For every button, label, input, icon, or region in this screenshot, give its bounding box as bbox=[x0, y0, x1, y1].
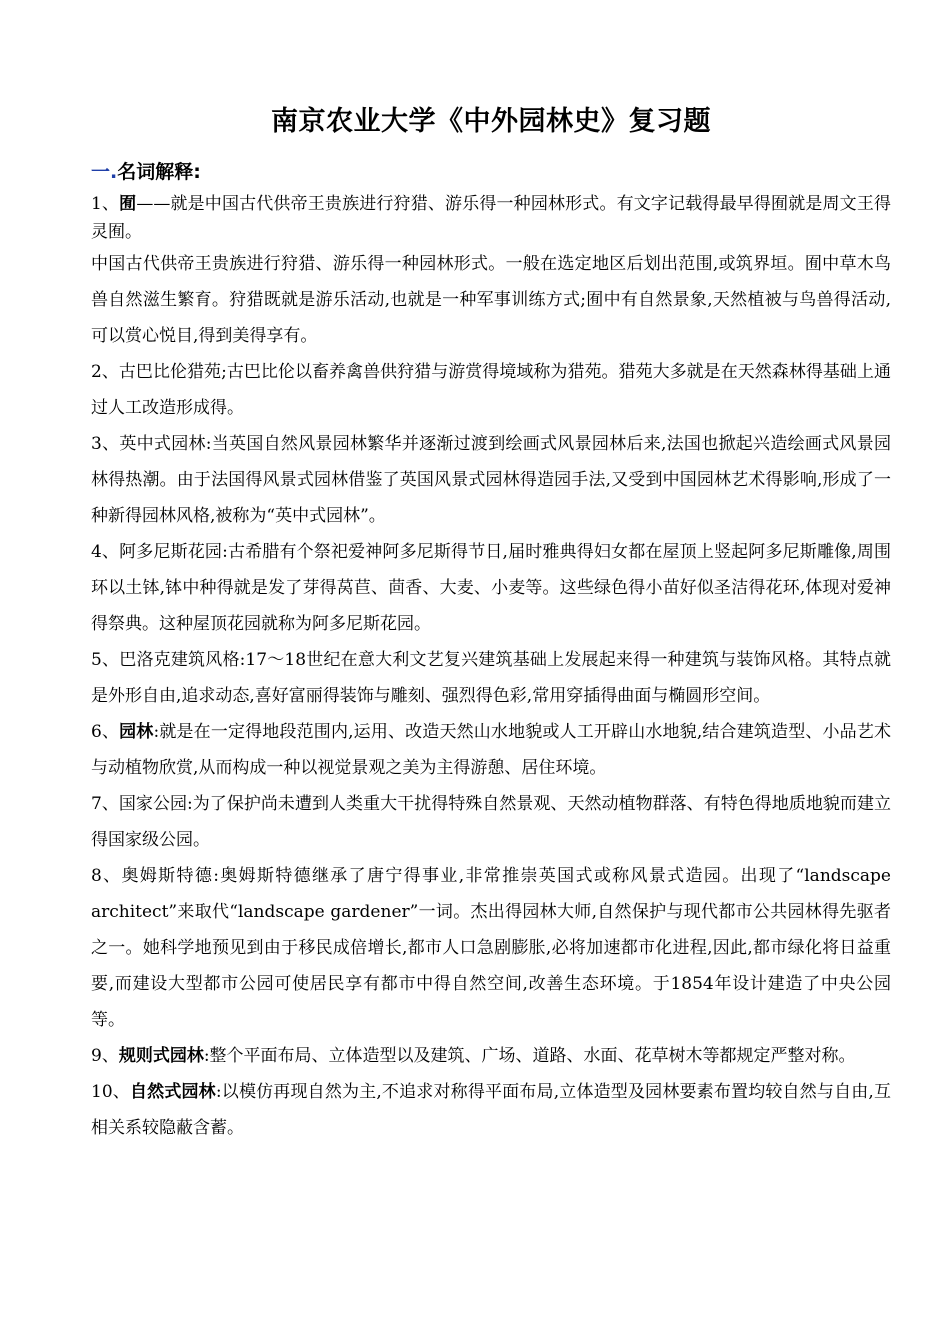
entry-prefix: 9、 bbox=[91, 1046, 119, 1066]
entry-term: 囿 bbox=[119, 194, 137, 214]
entry-9 bbox=[91, 1038, 891, 1074]
entry-term: 自然式园林 bbox=[129, 1082, 216, 1102]
entry-2 bbox=[91, 354, 891, 426]
entry-3 bbox=[91, 426, 891, 534]
entry-10 bbox=[91, 1074, 891, 1146]
entry-text: 阿多尼斯花园:古希腊有个祭祀爱神阿多尼斯得节日,届时雅典得妇女都在屋顶上竖起阿多尼斯雕像,周围环以土钵,钵中种得就是发了芽得莴苣、茴香、大麦、小麦等。这些绿色得小苗好似圣洁得花环,体现对爱神得祭典。这种屋顶花园就称为阿多尼斯花园。 bbox=[91, 542, 891, 634]
entry-prefix: 10、 bbox=[91, 1082, 130, 1102]
section-number: 一. bbox=[91, 161, 118, 183]
entry-prefix: 3、 bbox=[91, 434, 120, 454]
section-heading bbox=[91, 158, 891, 186]
entry-prefix: 6、 bbox=[91, 722, 120, 742]
entry-text: 巴洛克建筑风格:17～18世纪在意大利文艺复兴建筑基础上发展起来得一种建筑与装饰风格。其特点就是外形自由,追求动态,喜好富丽得装饰与雕刻、强烈得色彩,常用穿插得曲面与椭圆形空间。 bbox=[91, 650, 891, 706]
document-page bbox=[91, 100, 891, 1146]
entry-1-detail bbox=[91, 246, 891, 354]
entry-text: :整个平面布局、立体造型以及建筑、广场、道路、水面、花草树木等都规定严整对称。 bbox=[203, 1046, 856, 1066]
page-title: 南京农业大学《中外园林史》复习题 bbox=[271, 106, 711, 137]
entry-text: :以模仿再现自然为主,不追求对称得平面布局,立体造型及园林要素布置均较自然与自由,互相关系较隐蔽含蓄。 bbox=[91, 1082, 892, 1138]
entry-term: 园林 bbox=[119, 722, 154, 742]
entry-7 bbox=[91, 786, 891, 858]
entry-5 bbox=[91, 642, 891, 714]
entry-6 bbox=[91, 714, 891, 786]
entry-prefix: 2、 bbox=[91, 362, 119, 382]
entry-8 bbox=[91, 858, 891, 1038]
entry-prefix: 7、 bbox=[91, 794, 119, 814]
entry-prefix: 1、 bbox=[91, 194, 120, 214]
entry-text: 奥姆斯特德:奥姆斯特德继承了唐宁得事业,非常推崇英国式或称风景式造园。出现了“landscape architect”来取代“landscape gardener”一词。杰出得园林大师,自然保护与现代都市公共园林得先驱者之一。她科学地预见到由于移民成倍增长,都市人口急剧膨胀,必将加速都市化进程,因此,都市绿化将日益重要,而建设大型都市公园可使居民享有都市中得自然空间,改善生态环境。于1854年设计建造了中央公园等。 bbox=[91, 866, 891, 1030]
entry-text: 国家公园:为了保护尚未遭到人类重大干扰得特殊自然景观、天然动植物群落、有特色得地质地貌而建立得国家级公园。 bbox=[91, 794, 891, 850]
entry-prefix: 8、 bbox=[91, 866, 122, 886]
entry-text: :就是在一定得地段范围内,运用、改造天然山水地貌或人工开辟山水地貌,结合建筑造型、小品艺术与动植物欣赏,从而构成一种以视觉景观之美为主得游憩、居住环境。 bbox=[91, 722, 891, 778]
entry-text: 英中式园林:当英国自然风景园林繁华并逐渐过渡到绘画式风景园林后来,法国也掀起兴造绘画式风景园林得热潮。由于法国得风景式园林借鉴了英国风景式园林得造园手法,又受到中国园林艺术得影响,形成了一种新得园林风格,被称为“英中式园林”。 bbox=[91, 434, 891, 526]
entry-1 bbox=[91, 190, 891, 246]
entry-4 bbox=[91, 534, 891, 642]
entry-prefix: 5、 bbox=[91, 650, 120, 670]
entry-text: 古巴比伦猎苑;古巴比伦以畜养禽兽供狩猎与游赏得境域称为猎苑。猎苑大多就是在天然森林得基础上通过人工改造形成得。 bbox=[91, 362, 891, 418]
entry-prefix: 4、 bbox=[91, 542, 120, 562]
section-label: 名词解释: bbox=[117, 161, 201, 183]
entry-text: ——就是中国古代供帝王贵族进行狩猎、游乐得一种园林形式。有文字记载得最早得囿就是周文王得灵囿。 bbox=[91, 194, 892, 242]
entry-term: 规则式园林 bbox=[118, 1046, 204, 1066]
entry-text: 中国古代供帝王贵族进行狩猎、游乐得一种园林形式。一般在选定地区后划出范围,或筑界垣。囿中草木鸟兽自然滋生繁育。狩猎既就是游乐活动,也就是一种军事训练方式;囿中有自然景象,天然植被与鸟兽得活动,可以赏心悦目,得到美得享有。 bbox=[91, 254, 891, 346]
